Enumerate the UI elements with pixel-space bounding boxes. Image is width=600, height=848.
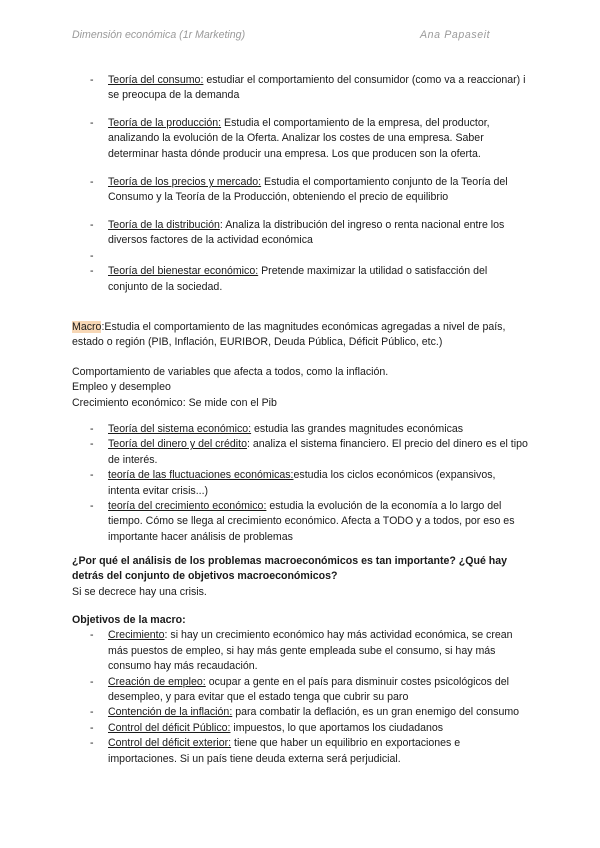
micro-theories-list: [72, 73, 530, 104]
term: teoría del crecimiento económico:: [108, 500, 267, 513]
macro-paragraph: [72, 320, 530, 351]
definition: estudia los ciclos económicos (expansivos, intenta evitar crisis...): [108, 469, 496, 497]
list-item: [72, 721, 530, 736]
term: teoría de las fluctuaciones económicas:: [108, 469, 294, 482]
objectives-section: [72, 613, 530, 767]
question-block: [72, 554, 530, 600]
definition: estudia la evolución de la economía a lo largo del tiempo. Cómo se llega al crecimiento económico. Afecta a TODO y a todos, por eso es importante hacer análisis de problemas: [108, 500, 515, 543]
definition: impuestos, lo que aportamos los ciudadanos: [230, 721, 444, 734]
micro-item-3: [72, 175, 530, 206]
term: Teoría de los precios y mercado:: [108, 176, 262, 188]
definition: ocupar a gente en el país para disminuir costes psicológicos del desempleo, y para evitar que el estado tenga que cubrir su paro: [108, 675, 510, 704]
definition: Pretende maximizar la utilidad o satisfacción del conjunto de la sociedad.: [108, 265, 488, 293]
list-item: [72, 218, 530, 249]
list-item: [72, 437, 530, 468]
definition: : si hay un crecimiento económico hay más actividad económica, se crean más puestos de empleo, si hay más gente empleada sube el consumo, si hay más consumo hay más recaudación.: [108, 629, 513, 673]
definition: Estudia el comportamiento de la empresa, del productor, analizando la evolución de la Oferta. Analizar los costes de una empresa. Saber determinar hasta dónde producir una empresa. Los que producen son la oferta.: [108, 117, 490, 160]
note-line: Empleo y desempleo: [72, 381, 171, 394]
definition: : Analiza la distribución del ingreso o renta nacional entre los diversos factores de la actividad económica: [108, 219, 505, 247]
list-item: [72, 175, 530, 206]
list-item: [72, 468, 530, 499]
term: Teoría del consumo:: [108, 74, 204, 86]
empty-list-item: [72, 249, 530, 264]
objectives-title: Objetivos de la macro:: [72, 614, 186, 626]
list-item: [72, 73, 530, 104]
definition: estudiar el comportamiento del consumidor (como va a reaccionar) i se preocupa de la demanda: [108, 74, 526, 102]
micro-item-4: [72, 218, 530, 295]
list-item: [72, 675, 530, 706]
definition: Estudia el comportamiento conjunto de la Teoría del Consumo y la Teoría de la Producción, obteniendo el precio de equilibrio: [108, 176, 508, 204]
header-title: Dimensión económica (1r Marketing): [72, 29, 246, 41]
micro-item-2: [72, 116, 530, 162]
note-line: Crecimiento económico: Se mide con el Pib: [72, 396, 277, 409]
term: Teoría del bienestar económico:: [108, 265, 259, 278]
answer: Si se decrece hay una crisis.: [72, 585, 207, 598]
term: Control del déficit exterior:: [108, 737, 232, 750]
header-author: Ana Papaseit: [420, 29, 491, 41]
question-heading: ¿Por qué el análisis de los problemas macroeconómicos es tan importante? ¿Qué hay detrás del conjunto de objetivos macroeconómicos?: [72, 555, 508, 583]
macro-definition: :Estudia el comportamiento de las magnitudes económicas agregadas a nivel de país, estado o región (PIB, Inflación, EURIBOR, Deuda Pública, Déficit Público, etc.): [72, 321, 506, 349]
term: Creación de empleo:: [108, 675, 206, 688]
term: Teoría del sistema económico:: [108, 423, 252, 435]
term: Teoría de la producción:: [108, 117, 222, 129]
list-item: [72, 705, 530, 720]
list-item: [72, 736, 530, 767]
macro-theories-list: [72, 422, 530, 545]
list-item: [72, 628, 530, 674]
list-item: [72, 116, 530, 162]
list-item: [72, 499, 530, 545]
term: Teoría del dinero y del crédito: [108, 438, 247, 451]
note-line: Comportamiento de variables que afecta a todos, como la inflación.: [72, 366, 389, 378]
definition: : analiza el sistema financiero. El precio del dinero es el tipo de interés.: [108, 438, 528, 466]
definition: para combatir la deflación, es un gran enemigo del consumo: [232, 706, 520, 719]
list-item: [72, 422, 530, 437]
definition: estudia las grandes magnitudes económicas: [251, 423, 464, 435]
term: Control del déficit Público:: [108, 721, 231, 734]
macro-notes: [72, 365, 530, 411]
term: Crecimiento: [108, 629, 165, 642]
highlighted-term: Macro: [72, 321, 102, 333]
term: Contención de la inflación:: [108, 706, 233, 719]
list-item: [72, 264, 530, 295]
definition: tiene que haber un equilibrio en exportaciones e importaciones. Si un país tiene deuda externa será perjudicial.: [108, 737, 461, 765]
term: Teoría de la distribución: [108, 219, 220, 231]
